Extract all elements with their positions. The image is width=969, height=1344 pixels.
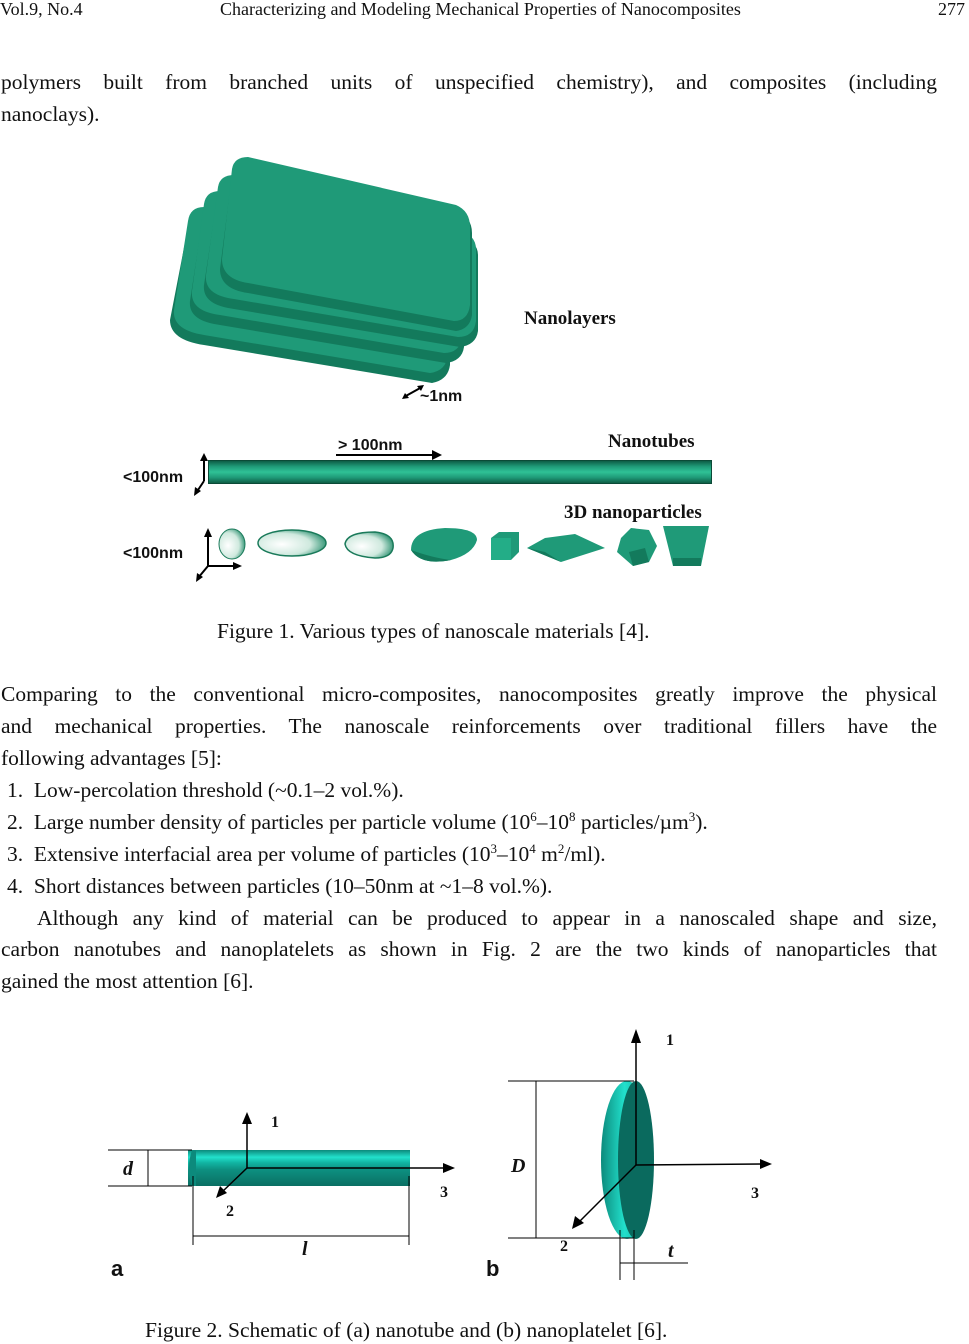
list-item [7,838,606,870]
superscript: 3 [688,809,696,824]
axis-3-label-b: 3 [751,1185,759,1202]
list-item [7,870,552,902]
diameter-label-d: d [123,1158,133,1180]
list-item-text: Low-percolation threshold (~0.1–2 vol.%). [33,778,404,802]
axis-2-label-a: 2 [226,1203,234,1220]
nanoparticle-shapes [215,522,715,572]
axis-2-label-b: 2 [560,1238,568,1255]
axis-3-label-a: 3 [440,1184,448,1201]
page-number: 277 [938,0,965,19]
nanotube-schematic [100,1100,480,1280]
length-label-l: l [302,1238,308,1260]
paragraph2-line-1: Comparing to the conventional micro-composites, nanocomposites greatly improve the physical [1,682,937,706]
list-item-number: 1. [7,778,24,802]
list-item-text: –10 [497,842,530,866]
nanoparticles-label: 3D nanoparticles [564,502,702,523]
panel-b-label: b [486,1256,500,1281]
panel-a-label: a [111,1256,124,1281]
figure-2-caption: Figure 2. Schematic of (a) nanotube and (b) nanoplatelet [6]. [145,1318,668,1342]
superscript: 6 [530,809,537,824]
superscript: 3 [490,841,498,856]
list-item-text: –10 [536,810,569,834]
nanolayers-illustration [160,155,490,395]
paragraph2-line-2: and mechanical properties. The nanoscale reinforcements over traditional fillers have the [1,714,937,738]
list-item-text: particles/µm [575,810,689,834]
nanotube-illustration [208,460,712,484]
tube-diameter-label: <100nm [123,469,184,486]
teardrop-particle [345,532,393,558]
sphere-particle [219,529,245,559]
superscript: 4 [529,841,536,856]
nanolayers-label: Nanolayers [524,308,616,329]
nanoplatelet-schematic [500,1025,790,1285]
length-arrow-icon [336,450,444,460]
nanotubes-label: Nanotubes [608,431,695,452]
list-item-text: Short distances between particles (10–50nm at ~1–8 vol.%). [33,874,553,898]
list-item-text: Large number density of particles per particle volume (10 [33,810,531,834]
diameter-label-D: D [511,1155,526,1177]
thickness-label: ~1nm [420,388,463,405]
axis-1-label-b: 1 [666,1032,674,1049]
list-item [7,806,708,838]
running-header-volume: Vol.9, No.4 [0,0,83,19]
ellipsoid-particle [258,530,326,556]
paragraph3-line-1: Although any kind of material can be produced to appear in a nanoscaled shape and size, [37,906,937,930]
intro-line-1: polymers built from branched units of unspecified chemistry), and composites (including [1,70,937,94]
list-item-number: 2. [7,810,24,834]
diameter-axes-icon [192,453,212,497]
rhombic-particle [527,534,605,562]
list-item-number: 3. [7,842,24,866]
superscript: 2 [557,841,565,856]
superscript: 8 [568,809,576,824]
running-header-title: Characterizing and Modeling Mechanical Properties of Nanocomposites [220,0,741,19]
list-item-text: ). [695,810,708,834]
length-label: > 100nm [338,437,403,454]
list-item-text: /ml). [564,842,606,866]
paragraph2-line-3: following advantages [5]: [1,746,222,770]
thickness-label-t: t [668,1240,674,1262]
intro-line-2: nanoclays). [1,102,100,126]
particle-size-label: <100nm [123,545,184,562]
list-item-text: m [535,842,558,866]
list-item-text: Extensive interfacial area per volume of particles (10 [33,842,491,866]
list-item-number: 4. [7,874,24,898]
axis-1-label-a: 1 [271,1114,279,1131]
figure-1-caption: Figure 1. Various types of nanoscale materials [4]. [217,619,650,643]
paragraph3-line-3: gained the most attention [6]. [1,969,254,993]
paragraph3-line-2: carbon nanotubes and nanoplatelets as shown in Fig. 2 are the two kinds of nanoparticles that [1,937,937,961]
list-item [7,774,404,806]
